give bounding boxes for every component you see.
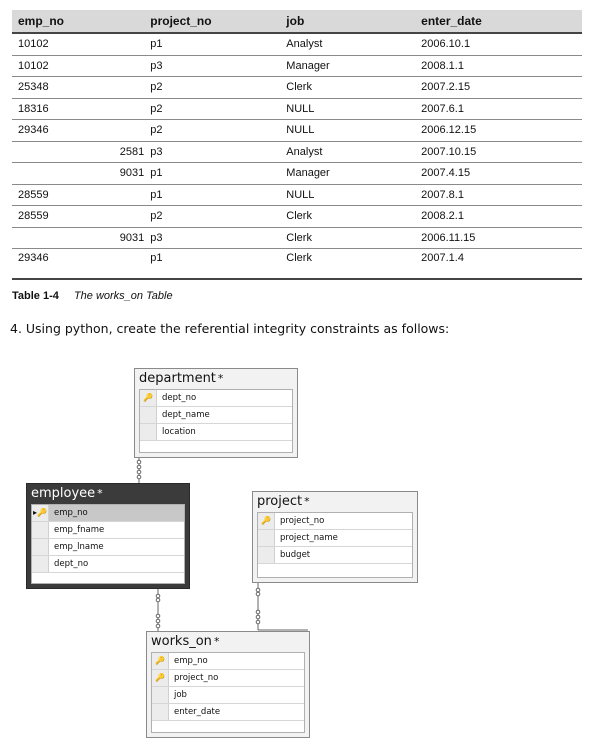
table-cell-enter-date: 2008.1.1 xyxy=(415,55,582,77)
entity-project[interactable] xyxy=(252,491,418,583)
link-department-employee xyxy=(137,458,141,483)
header-job: job xyxy=(280,10,415,33)
field-dept-name[interactable]: dept_name xyxy=(140,407,292,424)
table-cell-emp-no: 2581 xyxy=(12,141,144,163)
table-cell-emp-no: 10102 xyxy=(12,33,144,55)
table-cell-job: NULL xyxy=(280,184,415,206)
table-cell-project-no: p3 xyxy=(144,55,280,77)
header-project-no: project_no xyxy=(144,10,280,33)
field-emp-no[interactable]: 🔑 emp_no xyxy=(152,653,304,670)
table-cell-project-no: p1 xyxy=(144,163,280,185)
key-icon: 🔑 xyxy=(37,508,47,517)
key-icon: 🔑 xyxy=(155,656,165,665)
entity-department-title: department * xyxy=(139,371,224,386)
table-cell-enter-date: 2008.2.1 xyxy=(415,206,582,228)
table-cell-project-no: p1 xyxy=(144,184,280,206)
table-cell-job: Clerk xyxy=(280,249,415,280)
key-icon: 🔑 xyxy=(261,516,271,525)
field-emp-fname[interactable]: emp_fname xyxy=(32,522,184,539)
field-project-no[interactable]: 🔑 project_no xyxy=(258,513,412,530)
entity-employee-title: employee * xyxy=(31,486,103,501)
table-cell-project-no: p2 xyxy=(144,206,280,228)
table-cell-enter-date: 2007.2.15 xyxy=(415,77,582,99)
entity-works-on[interactable] xyxy=(146,631,310,738)
field-job[interactable]: job xyxy=(152,687,304,704)
table-cell-enter-date: 2006.10.1 xyxy=(415,33,582,55)
table-cell-emp-no: 28559 xyxy=(12,206,144,228)
caption-number: Table 1-4 xyxy=(12,290,59,302)
table-cell-project-no: p2 xyxy=(144,77,280,99)
table-cell-emp-no: 10102 xyxy=(12,55,144,77)
table-cell-emp-no: 28559 xyxy=(12,184,144,206)
table-cell-project-no: p1 xyxy=(144,249,280,280)
table-cell-enter-date: 2007.1.4 xyxy=(415,249,582,280)
instruction-text: 4. Using python, create the referential integrity constraints as follows: xyxy=(10,321,450,336)
table-cell-job: Manager xyxy=(280,55,415,77)
table-cell-job: Clerk xyxy=(280,77,415,99)
table-cell-job: Clerk xyxy=(280,206,415,228)
table-cell-job: Analyst xyxy=(280,33,415,55)
table-cell-project-no: p2 xyxy=(144,98,280,120)
link-employee-works-on xyxy=(156,589,160,632)
field-location[interactable]: location xyxy=(140,424,292,441)
field-emp-no[interactable]: ▸🔑 emp_no xyxy=(32,505,184,522)
table-cell-project-no: p3 xyxy=(144,227,280,249)
table-cell-emp-no: 18316 xyxy=(12,98,144,120)
key-icon: 🔑 xyxy=(143,393,153,402)
table-cell-emp-no: 29346 xyxy=(12,249,144,280)
field-enter-date[interactable]: enter_date xyxy=(152,704,304,721)
row-pointer-icon: ▸ xyxy=(33,508,38,517)
table-cell-emp-no: 9031 xyxy=(12,227,144,249)
table-cell-project-no: p2 xyxy=(144,120,280,142)
table-cell-enter-date: 2007.10.15 xyxy=(415,141,582,163)
table-cell-job: Manager xyxy=(280,163,415,185)
header-emp-no: emp_no xyxy=(12,10,144,33)
table-cell-job: Clerk xyxy=(280,227,415,249)
field-project-no[interactable]: 🔑 project_no xyxy=(152,670,304,687)
key-icon: 🔑 xyxy=(155,673,165,682)
field-emp-lname[interactable]: emp_lname xyxy=(32,539,184,556)
link-project-works-on xyxy=(256,582,308,630)
entity-employee[interactable] xyxy=(26,483,190,589)
field-project-name[interactable]: project_name xyxy=(258,530,412,547)
table-cell-project-no: p3 xyxy=(144,141,280,163)
table-cell-emp-no: 9031 xyxy=(12,163,144,185)
field-dept-no[interactable]: 🔑 dept_no xyxy=(140,390,292,407)
entity-works-on-title: works_on * xyxy=(151,634,220,649)
field-budget[interactable]: budget xyxy=(258,547,412,564)
table-cell-job: NULL xyxy=(280,98,415,120)
table-cell-emp-no: 25348 xyxy=(12,77,144,99)
table-cell-enter-date: 2007.8.1 xyxy=(415,184,582,206)
table-cell-job: NULL xyxy=(280,120,415,142)
table-cell-emp-no: 29346 xyxy=(12,120,144,142)
table-cell-enter-date: 2007.6.1 xyxy=(415,98,582,120)
table-cell-enter-date: 2006.12.15 xyxy=(415,120,582,142)
table-cell-project-no: p1 xyxy=(144,33,280,55)
table-cell-enter-date: 2007.4.15 xyxy=(415,163,582,185)
table-cell-enter-date: 2006.11.15 xyxy=(415,227,582,249)
header-enter-date: enter_date xyxy=(415,10,582,33)
entity-department[interactable] xyxy=(134,368,298,458)
field-dept-no[interactable]: dept_no xyxy=(32,556,184,573)
entity-project-title: project * xyxy=(257,494,310,509)
table-cell-job: Analyst xyxy=(280,141,415,163)
caption-text: The works_on Table xyxy=(73,290,173,302)
